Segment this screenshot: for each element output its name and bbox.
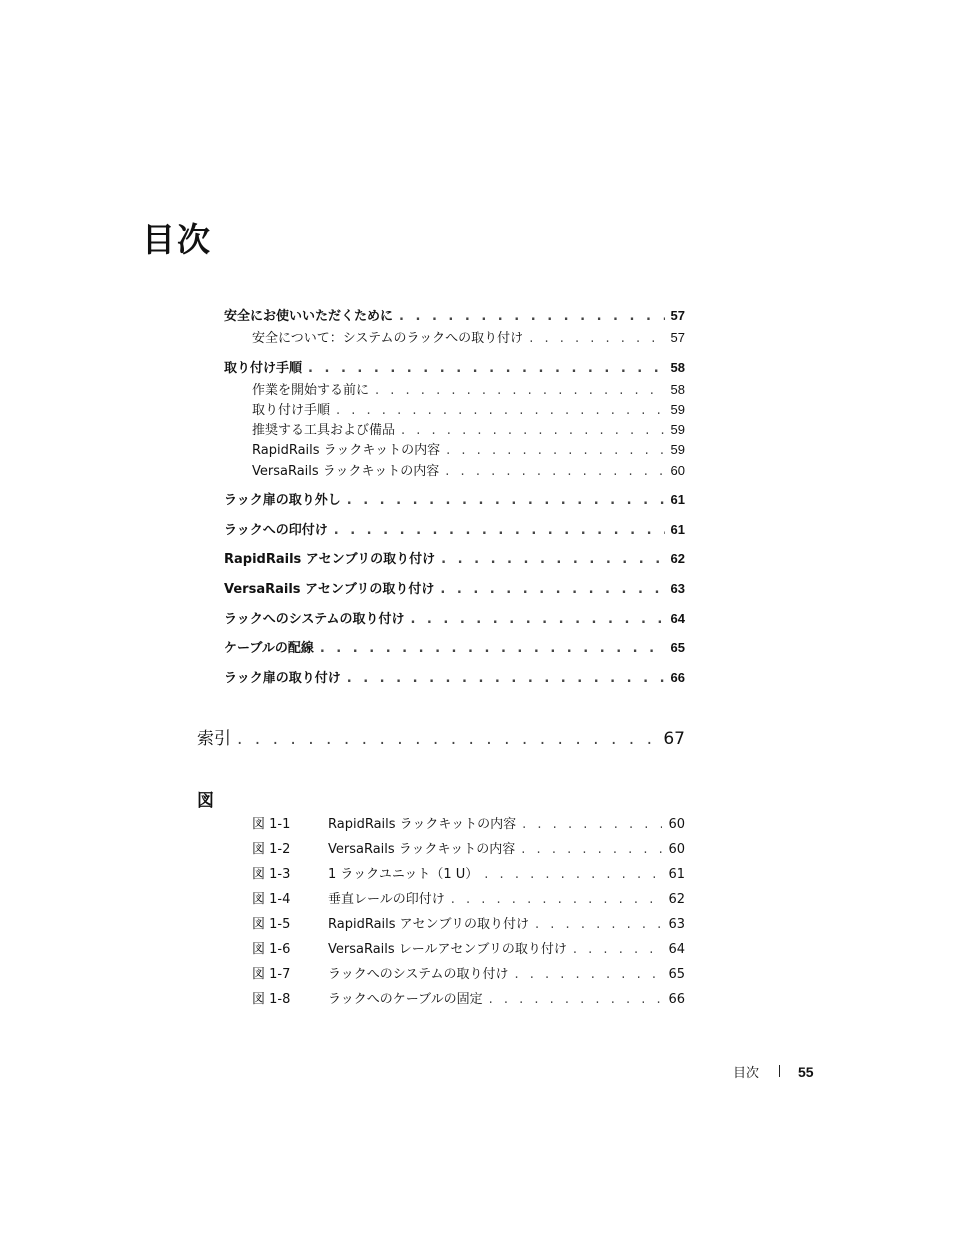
index-entry[interactable] [197, 724, 685, 749]
toc-entry-label: 作業を開始する前に [252, 383, 370, 398]
leader-dots [410, 612, 664, 627]
toc-entry-label: 取り付け手順 [224, 361, 303, 376]
leader-dots [489, 992, 663, 1007]
toc-entry-label: 安全にお使いいただくために [224, 309, 394, 324]
leader-dots [441, 552, 664, 567]
leader-dots [347, 493, 665, 508]
toc-entry-page: 59 [670, 422, 685, 437]
toc-entry-page: 58 [670, 360, 685, 375]
leader-dots [401, 423, 665, 438]
figure-number: 図 1-7 [252, 967, 291, 982]
figure-number: 図 1-2 [252, 842, 291, 857]
toc-entry-label: 推奨する工具および備品 [252, 423, 396, 438]
toc-subentry[interactable] [252, 327, 685, 346]
figure-page: 62 [668, 892, 685, 907]
figure-label: 垂直レールの印付け [328, 892, 445, 907]
leader-dots [573, 942, 663, 957]
toc-entry-page: 62 [670, 551, 685, 566]
toc-entry[interactable] [224, 637, 685, 656]
figure-label: ラックへのケーブルの固定 [328, 992, 483, 1007]
footer-page-number: 55 [798, 1064, 814, 1080]
figure-label: ラックへのシステムの取り付け [328, 967, 509, 982]
toc-entry-page: 65 [670, 640, 685, 655]
toc-entry-label: RapidRails アセンブリの取り付け [224, 552, 436, 567]
toc-entry-page: 64 [670, 611, 685, 626]
leader-dots [308, 361, 665, 376]
figure-entry[interactable] [252, 838, 685, 857]
leader-dots [399, 309, 665, 324]
figure-label: VersaRails レールアセンブリの取り付け [328, 942, 567, 957]
leader-dots [535, 917, 662, 932]
figure-entry[interactable] [252, 988, 685, 1007]
toc-entry[interactable] [224, 519, 685, 538]
toc-entry-page: 66 [670, 670, 685, 685]
page-title: 目次 [142, 220, 212, 259]
figure-entry[interactable] [252, 888, 685, 907]
figure-entry[interactable] [252, 813, 685, 832]
index-page: 67 [663, 729, 685, 749]
figure-number: 図 1-5 [252, 917, 291, 932]
toc-entry-label: ラック扉の取り外し [224, 493, 341, 508]
leader-dots [336, 403, 665, 418]
toc-entry-page: 58 [670, 382, 685, 397]
leader-dots [445, 464, 664, 479]
figure-number: 図 1-6 [252, 942, 291, 957]
toc-entry-page: 61 [670, 492, 685, 507]
toc-entry-page: 63 [670, 581, 685, 596]
figure-page: 60 [668, 817, 685, 832]
leader-dots [522, 817, 662, 832]
leader-dots [237, 729, 657, 749]
figure-label: RapidRails ラックキットの内容 [328, 817, 517, 832]
toc-entry[interactable] [224, 608, 685, 627]
footer-divider [779, 1065, 780, 1077]
leader-dots [375, 383, 665, 398]
figure-page: 66 [668, 992, 685, 1007]
toc-entry[interactable] [224, 667, 685, 686]
figure-entry[interactable] [252, 863, 685, 882]
footer-section: 目次 [733, 1066, 760, 1081]
toc-entry-page: 57 [670, 330, 685, 345]
toc-entry-page: 61 [670, 522, 685, 537]
figure-label: RapidRails アセンブリの取り付け [328, 917, 530, 932]
figure-number: 図 1-4 [252, 892, 291, 907]
leader-dots [529, 331, 664, 346]
leader-dots [347, 671, 665, 686]
leader-dots [320, 641, 665, 656]
leader-dots [451, 892, 663, 907]
figure-page: 65 [668, 967, 685, 982]
toc-entry-page: 59 [670, 402, 685, 417]
leader-dots [334, 523, 665, 538]
toc-subentry[interactable] [252, 460, 685, 479]
toc-subentry[interactable] [252, 379, 685, 398]
figure-entry[interactable] [252, 963, 685, 982]
leader-dots [521, 842, 662, 857]
toc-entry-label: ラックへのシステムの取り付け [224, 612, 405, 627]
toc-entry-page: 57 [670, 308, 685, 323]
figure-page: 61 [668, 867, 685, 882]
figure-label: 1 ラックユニット（1 U） [328, 867, 479, 882]
leader-dots [484, 867, 662, 882]
toc-entry[interactable] [224, 548, 685, 567]
figure-page: 63 [668, 917, 685, 932]
toc-entry-page: 59 [670, 442, 685, 457]
index-label: 索引 [197, 729, 231, 749]
toc-entry-label: VersaRails アセンブリの取り付け [224, 582, 435, 597]
toc-entry[interactable] [224, 578, 685, 597]
toc-entry-label: ラックへの印付け [224, 523, 328, 538]
figure-entry[interactable] [252, 913, 685, 932]
figure-number: 図 1-3 [252, 867, 291, 882]
toc-entry-label: 取り付け手順 [252, 403, 331, 418]
figure-entry[interactable] [252, 938, 685, 957]
figure-number: 図 1-8 [252, 992, 291, 1007]
toc-entry-label: ケーブルの配線 [224, 641, 314, 656]
toc-subentry[interactable] [252, 439, 685, 458]
toc-entry-label: 安全について：システムのラックへの取り付け [252, 331, 524, 346]
figure-page: 64 [668, 942, 685, 957]
toc-entry[interactable] [224, 357, 685, 376]
toc-entry[interactable] [224, 489, 685, 508]
figure-number: 図 1-1 [252, 817, 291, 832]
toc-entry-page: 60 [670, 463, 685, 478]
toc-subentry[interactable] [252, 399, 685, 418]
leader-dots [446, 443, 664, 458]
figure-page: 60 [668, 842, 685, 857]
toc-entry[interactable] [224, 305, 685, 324]
toc-subentry[interactable] [252, 419, 685, 438]
toc-entry-label: VersaRails ラックキットの内容 [252, 464, 440, 479]
page-footer [733, 1062, 814, 1081]
leader-dots [514, 967, 662, 982]
figures-heading: 図 [197, 791, 214, 811]
figure-label: VersaRails ラックキットの内容 [328, 842, 516, 857]
leader-dots [440, 582, 664, 597]
toc-entry-label: RapidRails ラックキットの内容 [252, 443, 441, 458]
toc-entry-label: ラック扉の取り付け [224, 671, 341, 686]
